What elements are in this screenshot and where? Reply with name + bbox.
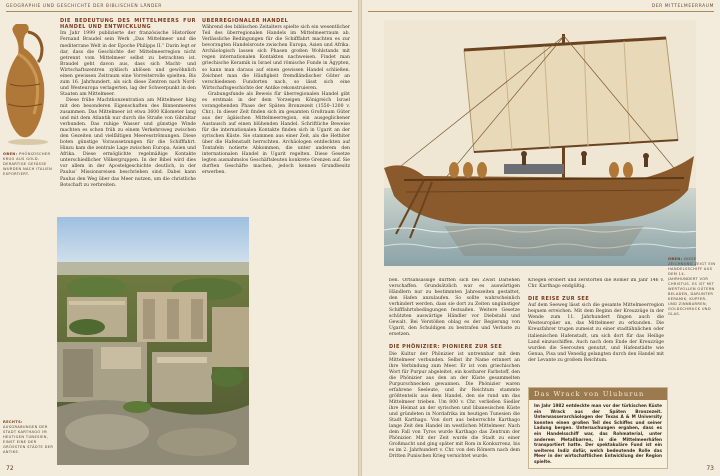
- left-column-2: [202, 18, 350, 212]
- phoenician-jug-image: [0, 14, 56, 146]
- left-head-rule: [6, 11, 352, 12]
- paragraph: Während des biblischen Zeitalters spielte sich ein wesentlicher Teil des überregionalen Handels im Mittelmeerraum ab. Verlässliche Bedingungen für die Schifffahrt machten es zur bevorzugten Handelsroute zwischen Europa, Asien und Afrika. Archäologisch lassen sich Phasen großen Wohlstands mit regen internationalen Kontakten nachweisen. Findet man griechische Keramik in Israel und römische Funde in Ägypten, so kann man daraus auf einen gewissen Handel schließen. Zeichnet man die Häufigkeit fremdländischer Güter an verschiedenen Fundorten nach, so lässt sich eine Wirtschaftsgeschichte der Antike rekonstruieren.: [202, 25, 350, 91]
- paragraph: Im Jahr 1999 publizierte der französische Historiker Fernand Braudel sein Werk „Das Mittelmeer und die mediterrane Welt in der Epoche Philipps II.“ Darin legt er dar, dass die Geschichte der Mittelmeerregion nicht getrennt vom Mittelmeer selbst zu betrachten ist. Braudel geht davon aus, dass sich Macht- und Wirtschaftszentren zyklisch ablösen und gewöhnlich einen gewissen Zeitraum eine Vorreiterrolle spielten. Bis zum 16. Jahrhundert, als sich diese Zentren nach Nord- und Westeuropa verlagerten, lag der Schwerpunkt in den Staaten am Mittelmeer.: [60, 31, 196, 97]
- right-head-rule: [368, 11, 714, 12]
- uluburun-box-text: Im Jahr 1982 entdeckte man vor der türkischen Küste ein Wrack aus der Späten Bronzezeit. Unterwasserarchäologen der Texas A & M University konnten einen großen Teil des Schiffes und seiner Ladung bergen. Untersuchungen ergaben, dass es ein Handelsschiff war, das Rohmaterial, unter anderem Metallbarren, in die Mittelmeerhäfen transportiert hatte. Der spektakuläre Fund ist ein weiteres Indiz dafür, welch bedeutende Rolle das Meer in der wirtschaftlichen Entwicklung der Region spielte.: [534, 403, 662, 464]
- jug-caption: [3, 152, 55, 177]
- right-page-number: 73: [706, 465, 714, 472]
- paragraph: Diese frühe Machtkonzentration am Mittelmeer hing mit den besonderen Eigenschaften des Binnenmeeres zusammen. Das Mittelmeer ist etwa 3600 Kilometer lang und mit dem Atlantik nur durch die Straße von Gibraltar verbunden. Das ruhige Wasser und günstige Winde machten es schon früh zu einem Verkehrsweg zwischen den Gezeiten und vielfältigen Meeresströmungen. Diese boten günstige Voraussetzungen für die Schifffahrt. Hinzu kam die zentrale Lage zwischen Europa, Asien und Afrika. Diese ermöglichte regelmäßige Kontakte unterschiedlicher Völkergruppen. In der Bibel wird dies vor allem in der Apostelgeschichte deutlich, in der Paulus’ Missionsreisen beschrieben sind. Dabei kann Paulus den Weg über das Meer nutzen, um die christliche Botschaft zu verbreiten.: [60, 97, 196, 188]
- right-column-1: [389, 278, 520, 466]
- carthage-ruins-image: [57, 217, 249, 465]
- heading-mittelmeer-bedeutung: DIE BEDEUTUNG DES MITTELMEERS FÜR HANDEL UND ENTWICKLUNG: [60, 18, 196, 31]
- ruins-caption: [3, 420, 55, 455]
- paragraph: ben. Ortsansässige durften sich bei Zwist Darlehen verschaffen. Grundsätzlich war es auswärtigen Händlern nur zu bestimmten Jahreszeiten gestattet, den Hafen anzulaufen. So sollte wahrscheinlich verhindert werden, dass sie dort zu Zeiten ungünstiger Schifffahrtsbedingungen festsaßen. Weitere Gesetze schützten auswärtige Händler vor Diebstahl und Gewalt. Bei Verstößen oblag es der Regierung von Ugarit, den Schuldigen zu bestrafen und Verluste zu ersetzen.: [389, 278, 520, 338]
- ruins-caption-label: RECHTS:: [3, 420, 23, 424]
- right-column-2: [528, 278, 664, 382]
- uluburun-sidebar-box: [528, 387, 668, 469]
- ship-caption-label: OBEN:: [668, 257, 683, 261]
- left-running-head: GEOGRAPHIE UND GESCHICHTE DER BIBLISCHEN LÄNDER: [6, 4, 162, 9]
- paragraph: Kriegen erobert und zerstörten die Römer im Jahr 146 v. Chr. Karthago endgültig.: [528, 278, 664, 290]
- heading-handel: ÜBERREGIONALER HANDEL: [202, 18, 289, 24]
- ruins-caption-text: AUSGRABUNGEN DER STADT KARTHAGO IM HEUTIGEN TUNESIEN, EINST EINE DER GRÖSSTEN STÄDTE DER ANTIKE.: [3, 425, 54, 454]
- uluburun-box-title: Das Wrack von Uluburun: [529, 388, 667, 400]
- paragraph: Die Kultur der Phönizier ist untrennbar mit dem Mittelmeer verbunden. Selbst ihr Name erinnert an ihre Verbindung zum Meer. Er ist vom griechischen Wort für Purpur abgeleitet, ein kostbarer Farbstoff, den die Phönizier aus den an der Küste gesammelten Purpurschnecken gewannen. Die Phönizier waren erfahrene Seeleute, und ihr Reichtum stammte größtenteils aus dem Handel, den sie rund um das Mittelmeer trieben. Um 800 v. Chr. verließen Siedler ihre Heimat an der syrischen und libanesischen Küste und gründeten in Nordafrika im heutigen Tunesien die Stadt Karthago. Von dort aus beherrschte Karthago lange Zeit den Handel im westlichen Mittelmeer. Nach dem Fall von Tyros wurde Karthago das Zentrum der Phönizier. Mit der Zeit wurde die Stadt zu einer Großmacht und ging später mit Rom in Konkurrenz, bis es im 2. Jahrhundert v. Chr. von den Römern nach dem Dritten Punischen Krieg vernichtet wurde.: [389, 351, 520, 460]
- merchant-ship-image: [384, 20, 696, 266]
- left-column-1: [60, 18, 196, 212]
- ship-caption: [668, 257, 716, 317]
- heading-phoenizier: DIE PHÖNIZIER: PIONIERE ZUR SEE: [389, 344, 503, 351]
- paragraph: Auf dem Seeweg lässt sich die gesamte Mittelmeerregion bequem erreichen. Mit dem Beginn der Kreuzzüge in der Wende zum 11. Jahrhundert fingen auch die Westeuropäer an, das Mittelmeer zu erkunden. Die Kreuzfahrer trugen zumeist zu einer stadtähnlichen oder italienischen Hafenstadt, um sich dort für das Heilige Land einzuschiffen. Auch nach dem Ende der Kreuzzüge wurden die Seerouten genutzt, und Hafenstädte wie Genua, Pisa und Venedig gelangten durch den Handel mit der Levante zu großem Reichtum.: [528, 303, 664, 363]
- ship-caption-text: DIESE ZEICHNUNG ZEIGT EIN HANDELSSCHIFF AUS DEM 14. JAHRHUNDERT VOR CHRISTUS. ES IST MIT WERTVOLLEN GÜTERN BELADEN, DARUNTER KERAMIK, KUPFER- UND ZINNBARREN, GOLDSCHMUCK UND GLAS.: [668, 257, 716, 316]
- left-page: [0, 0, 358, 476]
- jug-caption-text: PHÖNIZISCHER KRUG AUS GOLD. DERARTIGE GEFÄSSE WURDEN NACH ITALIEN EXPORTIERT.: [3, 152, 53, 176]
- paragraph: Grabungsfunde als Beweis für überregionalen Handel gibt es erstmals in der dem Vorzeigen Königreich Israel vorangehenden Phase der Späten Bronzezeit (1550–1200 v. Chr.). In dieser Zeit finden sich im gesamten Großraum Güter aus der ägäischen Mittelmeerregion, ein ausgeglichener Austausch auf einen blühenden Handel. Schriftliche Beweise für die internationalen Kontakte finden sich in Ugarit an der syrischen Küste. Sie stammen aus einer Zeit, als die Hethiter über die Hafenstadt herrschten. Archäologen entdeckten auf Tontafeln notierte Abkommen, die unter anderem den internationalen Handel in Ugarit regelten. Diese Gesetze legten ausnahmslos Geschäftsleuten konkrete Grenzen auf. Sie durften Geschäfte machen, jedoch kennen Grundbesitz erwerben.: [202, 91, 350, 176]
- heading-reise-zur-see: DIE REISE ZUR SEE: [528, 296, 590, 303]
- jug-caption-label: OBEN:: [3, 152, 18, 156]
- right-running-head: DER MITTELMEERRAUM: [651, 4, 714, 9]
- left-page-number: 72: [6, 465, 14, 472]
